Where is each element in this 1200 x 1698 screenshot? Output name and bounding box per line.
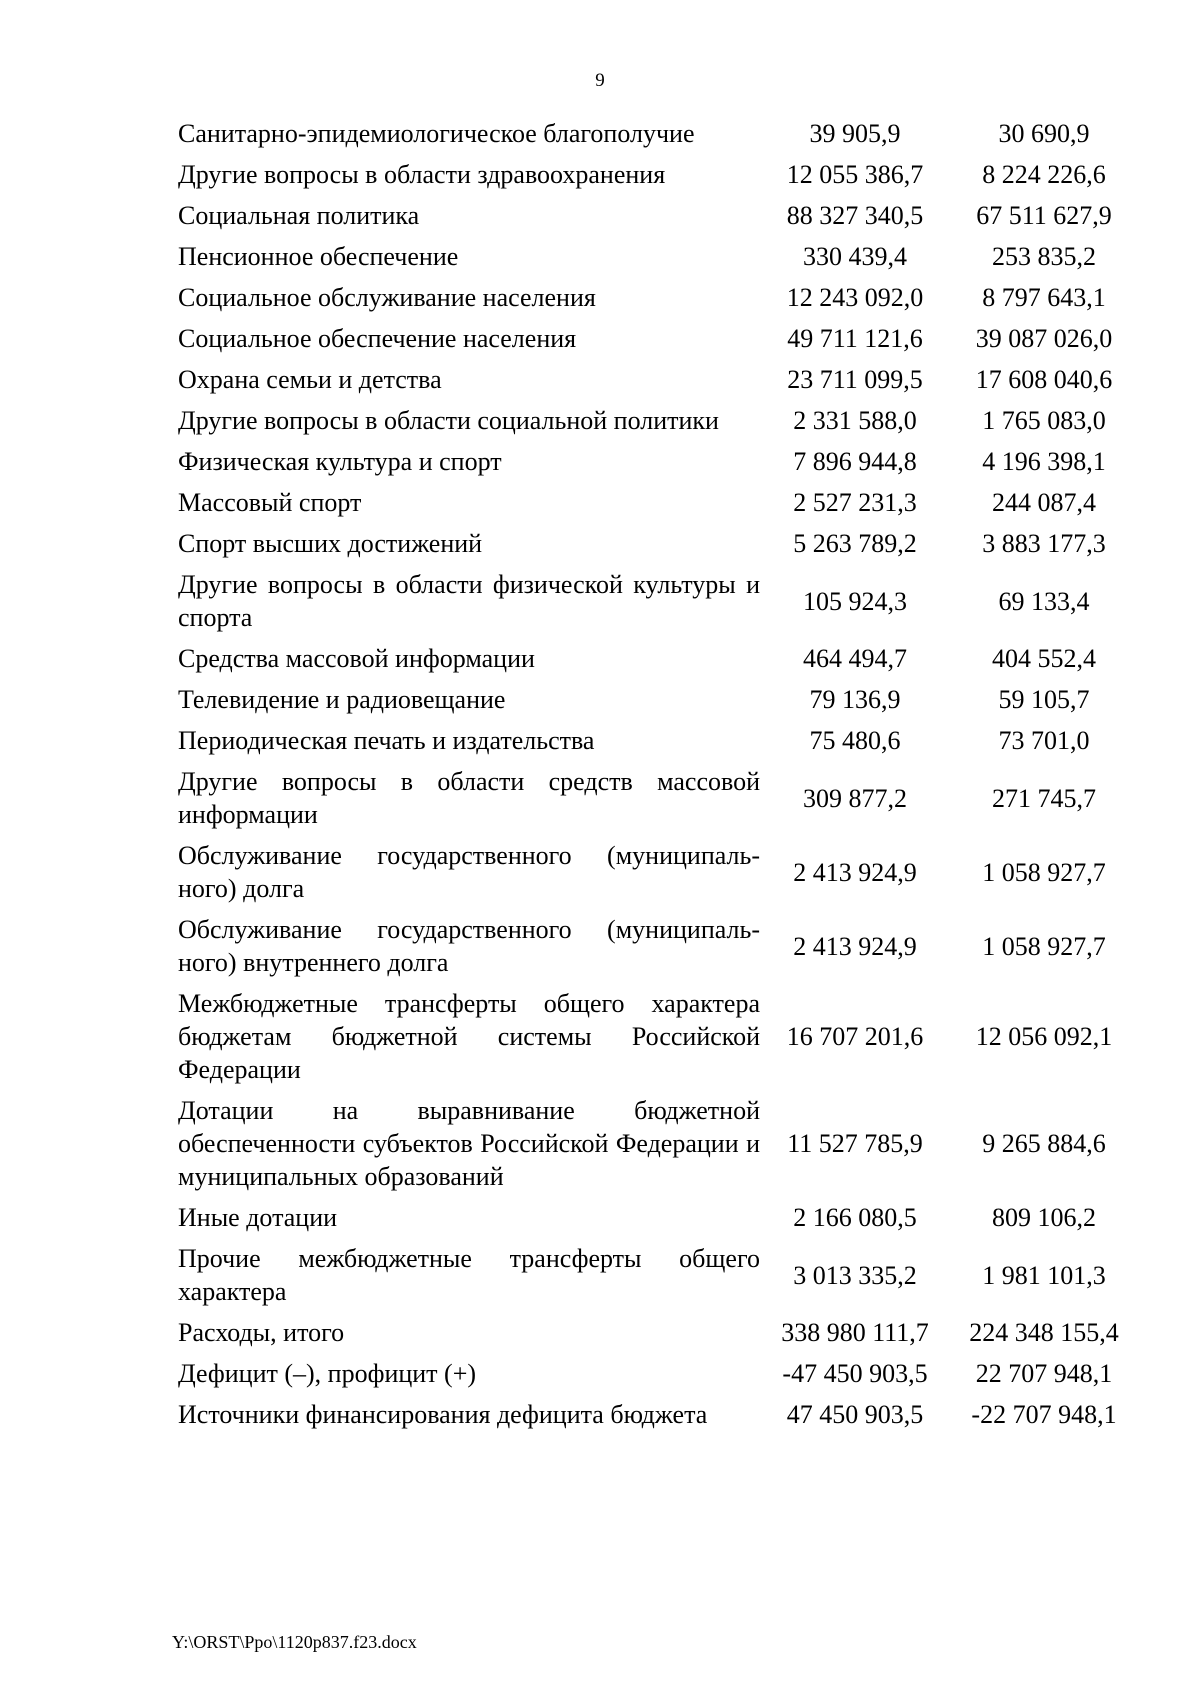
row-value-1: 2 413 924,9: [793, 857, 917, 887]
row-name: Межбюджетные трансферты общего характера бюджетам бюджетной системы Российской Федерации: [178, 989, 760, 1084]
row-name: Пенсионное обеспечение: [178, 242, 459, 271]
table-row: [178, 564, 1138, 638]
row-name: Социальная политика: [178, 201, 420, 230]
row-name: Дотации на выравнивание бюджетной обеспеченности субъектов Российской Федерации и муниципальных образований: [178, 1096, 760, 1191]
row-value-2: 1 765 083,0: [982, 406, 1106, 435]
table-row: [178, 720, 1138, 761]
row-value-1: 330 439,4: [803, 242, 907, 271]
table-row: [178, 318, 1138, 359]
table-row: [178, 1312, 1138, 1353]
row-value-2: 1 981 101,3: [982, 1260, 1106, 1290]
row-value-2: 9 265 884,6: [982, 1129, 1106, 1158]
table-row: [178, 482, 1138, 523]
row-value-2: 69 133,4: [998, 586, 1090, 616]
row-value-1: 5 263 789,2: [793, 529, 917, 558]
row-value-2: 3 883 177,3: [982, 529, 1106, 558]
row-value-1: 2 413 924,9: [793, 931, 917, 961]
table-row: [178, 983, 1138, 1090]
page-number: 9: [595, 70, 605, 91]
table-row: [178, 679, 1138, 720]
row-name: Иные дотации: [178, 1203, 338, 1232]
table-row: [178, 154, 1138, 195]
row-value-1: 2 331 588,0: [793, 406, 917, 435]
row-name: Физическая культура и спорт: [178, 447, 502, 476]
row-value-2: 809 106,2: [992, 1203, 1096, 1232]
row-value-1: 2 527 231,3: [793, 488, 917, 517]
row-name: Обслуживание государственного (муниципаль-ного) внутреннего долга: [178, 915, 760, 977]
row-name: Другие вопросы в области здравоохранения: [178, 160, 666, 189]
table-row: [178, 236, 1138, 277]
row-value-1: 11 527 785,9: [787, 1129, 923, 1158]
row-value-1: 47 450 903,5: [786, 1400, 924, 1429]
row-value-2: 244 087,4: [992, 488, 1096, 517]
row-name: Обслуживание государственного (муниципаль-ного) долга: [178, 841, 760, 903]
row-value-2: 12 056 092,1: [975, 1022, 1113, 1051]
table-row: [178, 113, 1138, 154]
row-value-1: 7 896 944,8: [793, 447, 917, 476]
table-row: [178, 277, 1138, 318]
row-value-1: 79 136,9: [809, 685, 901, 714]
row-value-1: 12 055 386,7: [786, 160, 924, 189]
table-row: [178, 1394, 1138, 1435]
row-value-1: 16 707 201,6: [786, 1022, 924, 1051]
table-row: [178, 835, 1138, 909]
row-value-1: 39 905,9: [809, 119, 901, 148]
row-value-2: 4 196 398,1: [982, 447, 1106, 476]
table-row: [178, 761, 1138, 835]
row-value-1: 338 980 111,7: [781, 1318, 929, 1347]
row-value-2: 59 105,7: [998, 685, 1090, 714]
budget-table: [178, 113, 1138, 1435]
table-row: [178, 195, 1138, 236]
row-name: Источники финансирования дефицита бюджета: [178, 1400, 708, 1429]
row-value-2: 1 058 927,7: [982, 931, 1106, 961]
row-value-2: -22 707 948,1: [971, 1400, 1117, 1429]
row-value-2: 39 087 026,0: [975, 324, 1113, 353]
table-row: [178, 441, 1138, 482]
row-value-1: 309 877,2: [803, 783, 907, 813]
row-value-2: 30 690,9: [998, 119, 1090, 148]
row-value-1: 75 480,6: [809, 726, 901, 755]
row-name: Массовый спорт: [178, 488, 362, 517]
row-name: Дефицит (–), профицит (+): [178, 1359, 477, 1388]
row-value-1: 23 711 099,5: [787, 365, 923, 394]
row-name: Другие вопросы в области социальной политики: [178, 406, 719, 435]
row-value-2: 224 348 155,4: [969, 1318, 1119, 1347]
row-value-2: 67 511 627,9: [976, 201, 1112, 230]
row-name: Социальное обеспечение населения: [178, 324, 577, 353]
table-row: [178, 400, 1138, 441]
row-value-2: 73 701,0: [998, 726, 1090, 755]
table-row: [178, 1090, 1138, 1197]
table-row: [178, 523, 1138, 564]
table-row: [178, 909, 1138, 983]
row-name: Социальное обслуживание населения: [178, 283, 596, 312]
row-value-2: 1 058 927,7: [982, 857, 1106, 887]
row-value-1: 49 711 121,6: [787, 324, 923, 353]
row-value-2: 271 745,7: [992, 783, 1096, 813]
file-path-footer: Y:\ORST\Ppo\1120p837.f23.docx: [172, 1632, 417, 1652]
row-name: Прочие межбюджетные трансферты общего характера: [178, 1244, 760, 1306]
row-value-1: -47 450 903,5: [782, 1359, 928, 1388]
row-value-1: 464 494,7: [803, 644, 907, 673]
row-name: Санитарно-эпидемиологическое благополучие: [178, 119, 695, 148]
row-value-1: 105 924,3: [803, 586, 907, 616]
row-value-2: 8 797 643,1: [982, 283, 1106, 312]
row-value-1: 3 013 335,2: [793, 1260, 917, 1290]
row-value-2: 22 707 948,1: [975, 1359, 1113, 1388]
row-name: Периодическая печать и издательства: [178, 726, 595, 755]
row-value-2: 17 608 040,6: [975, 365, 1113, 394]
row-name: Охрана семьи и детства: [178, 365, 442, 394]
row-value-1: 88 327 340,5: [786, 201, 924, 230]
row-name: Средства массовой информации: [178, 644, 535, 673]
row-name: Другие вопросы в области средств массовой информации: [178, 767, 760, 829]
row-value-2: 253 835,2: [992, 242, 1096, 271]
table-row: [178, 359, 1138, 400]
row-name: Телевидение и радиовещание: [178, 685, 506, 714]
row-name: Спорт высших достижений: [178, 529, 483, 558]
row-value-2: 404 552,4: [992, 644, 1096, 673]
row-value-1: 12 243 092,0: [786, 283, 924, 312]
table-row: [178, 1197, 1138, 1238]
table-row: [178, 1238, 1138, 1312]
row-value-1: 2 166 080,5: [793, 1203, 917, 1232]
row-name: Другие вопросы в области физической культуры и спорта: [178, 570, 760, 632]
table-row: [178, 638, 1138, 679]
table-row: [178, 1353, 1138, 1394]
row-value-2: 8 224 226,6: [982, 160, 1106, 189]
row-name: Расходы, итого: [178, 1318, 345, 1347]
